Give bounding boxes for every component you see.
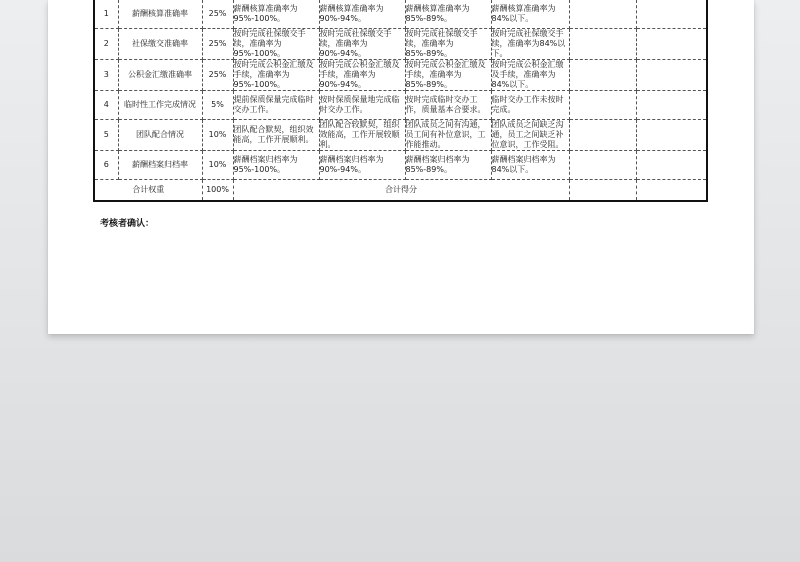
kpi-weight: 10% bbox=[202, 120, 233, 151]
remark-cell[interactable] bbox=[636, 120, 707, 151]
criteria-good: 薪酬档案归档率为90%-94%。 bbox=[319, 151, 405, 180]
total-row bbox=[94, 180, 707, 202]
total-score-label: 合计得分 bbox=[233, 180, 569, 202]
criteria-fair: 薪酬档案归档率为85%-89%。 bbox=[405, 151, 491, 180]
row-number: 1 bbox=[94, 0, 118, 29]
criteria-good: 按时完成公积金汇缴及手续，准确率为90%-94%。 bbox=[319, 60, 405, 91]
criteria-excellent: 按时完成公积金汇缴及手续，准确率为95%-100%。 bbox=[233, 60, 319, 91]
criteria-good: 团队配合较默契，组织效能高，工作开展较顺利。 bbox=[319, 120, 405, 151]
kpi-item: 团队配合情况 bbox=[118, 120, 202, 151]
table-row bbox=[94, 29, 707, 60]
kpi-weight: 25% bbox=[202, 60, 233, 91]
criteria-excellent: 团队配合默契，组织效能高，工作开展顺利。 bbox=[233, 120, 319, 151]
row-number: 4 bbox=[94, 91, 118, 120]
remark-cell[interactable] bbox=[636, 151, 707, 180]
remark-cell[interactable] bbox=[636, 60, 707, 91]
remark-cell[interactable] bbox=[636, 0, 707, 29]
criteria-excellent: 薪酬档案归档率为95%-100%。 bbox=[233, 151, 319, 180]
score-cell[interactable] bbox=[569, 60, 636, 91]
criteria-poor: 薪酬档案归档率为84%以下。 bbox=[491, 151, 569, 180]
table-row bbox=[94, 91, 707, 120]
kpi-item: 薪酬核算准确率 bbox=[118, 0, 202, 29]
remark-cell[interactable] bbox=[636, 29, 707, 60]
score-cell[interactable] bbox=[569, 29, 636, 60]
kpi-weight: 5% bbox=[202, 91, 233, 120]
criteria-fair: 按时完成临时交办工作，质量基本合要求。 bbox=[405, 91, 491, 120]
criteria-good: 薪酬核算准确率为90%-94%。 bbox=[319, 0, 405, 29]
remark-cell[interactable] bbox=[636, 91, 707, 120]
kpi-item: 社保缴交准确率 bbox=[118, 29, 202, 60]
row-number: 6 bbox=[94, 151, 118, 180]
total-score-cell[interactable] bbox=[569, 180, 636, 202]
kpi-weight: 10% bbox=[202, 151, 233, 180]
criteria-poor: 薪酬核算准确率为84%以下。 bbox=[491, 0, 569, 29]
score-cell[interactable] bbox=[569, 151, 636, 180]
total-remark-cell[interactable] bbox=[636, 180, 707, 202]
score-cell[interactable] bbox=[569, 0, 636, 29]
criteria-good: 按时完成社保缴交手续，准确率为90%-94%。 bbox=[319, 29, 405, 60]
table-row bbox=[94, 0, 707, 29]
criteria-good: 按时保质保量地完成临时交办工作。 bbox=[319, 91, 405, 120]
kpi-item: 公积金汇缴准确率 bbox=[118, 60, 202, 91]
table-row bbox=[94, 60, 707, 91]
criteria-fair: 团队成员之间有沟通，员工间有补位意识，工作能推动。 bbox=[405, 120, 491, 151]
total-weight-value: 100% bbox=[202, 180, 233, 202]
kpi-weight: 25% bbox=[202, 0, 233, 29]
criteria-poor: 临时交办工作未按时完成。 bbox=[491, 91, 569, 120]
reviewer-confirm-label: 考核者确认： bbox=[100, 219, 155, 229]
criteria-poor: 按时完成公积金汇缴及手续，准确率为84%以下。 bbox=[491, 60, 569, 91]
table-row bbox=[94, 151, 707, 180]
criteria-fair: 按时完成公积金汇缴及手续，准确率为85%-89%。 bbox=[405, 60, 491, 91]
kpi-weight: 25% bbox=[202, 29, 233, 60]
criteria-fair: 薪酬核算准确率为85%-89%。 bbox=[405, 0, 491, 29]
criteria-excellent: 提前保质保量完成临时交办工作。 bbox=[233, 91, 319, 120]
score-cell[interactable] bbox=[569, 91, 636, 120]
row-number: 5 bbox=[94, 120, 118, 151]
kpi-item: 薪酬档案归档率 bbox=[118, 151, 202, 180]
kpi-item: 临时性工作完成情况 bbox=[118, 91, 202, 120]
kpi-table bbox=[93, 0, 708, 202]
table-row bbox=[94, 120, 707, 151]
total-weight-label: 合计权重 bbox=[94, 180, 202, 202]
criteria-fair: 按时完成社保缴交手续，准确率为85%-89%。 bbox=[405, 29, 491, 60]
table-body bbox=[94, 0, 707, 201]
criteria-excellent: 按时完成社保缴交手续，准确率为95%-100%。 bbox=[233, 29, 319, 60]
document-sheet bbox=[48, 0, 754, 334]
criteria-poor: 团队成员之间缺乏沟通，员工之间缺乏补位意识，工作受阻。 bbox=[491, 120, 569, 151]
criteria-excellent: 薪酬核算准确率为95%-100%。 bbox=[233, 0, 319, 29]
criteria-poor: 按时完成社保缴交手续，准确率为84%以下。 bbox=[491, 29, 569, 60]
row-number: 2 bbox=[94, 29, 118, 60]
row-number: 3 bbox=[94, 60, 118, 91]
score-cell[interactable] bbox=[569, 120, 636, 151]
